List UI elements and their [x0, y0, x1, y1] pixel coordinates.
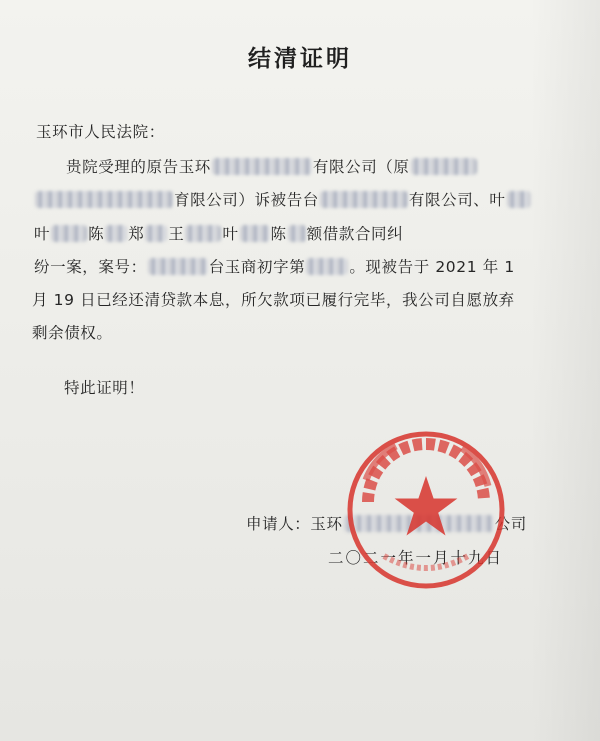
redacted-text — [51, 225, 87, 242]
redacted-text — [148, 258, 208, 275]
redacted-text — [411, 158, 477, 175]
document-title: 结清证明 — [248, 46, 352, 72]
redacted-text — [145, 225, 167, 242]
date-line: 二〇二一年一月十九日 — [328, 549, 504, 567]
body-line-5: 月 19 日已经还清贷款本息，所欠款项已履行完毕，我公司自愿放弃 — [32, 291, 515, 309]
redacted-text — [185, 225, 221, 242]
body-line-3: 叶 陈 郑 王 叶 陈 额借款合同纠 — [34, 225, 404, 243]
redacted-text — [240, 225, 270, 242]
body-line-1: 贵院受理的原告玉环 有限公司（原 — [66, 155, 478, 177]
seal-number-band — [384, 556, 468, 568]
body-line-6: 剩余债权。 — [32, 324, 113, 342]
page-shadow — [530, 0, 600, 741]
applicant-line: 申请人：玉环 公司 — [246, 515, 527, 533]
recipient-line: 玉环市人民法院： — [36, 123, 165, 141]
redacted-text — [507, 191, 531, 208]
closing-line: 特此证明！ — [64, 379, 145, 397]
company-seal — [344, 428, 508, 592]
body-line-4: 纷一案，案号： 台玉商初字第 。现被告于 2021 年 1 — [34, 258, 515, 276]
redacted-text — [306, 258, 348, 275]
redacted-text — [212, 158, 312, 175]
redacted-text — [320, 191, 408, 208]
body-line-2: 育限公司）诉被告台 有限公司、叶 — [34, 188, 532, 210]
redacted-text — [35, 191, 173, 208]
seal-star-icon — [395, 476, 458, 536]
redacted-text — [105, 225, 127, 242]
redacted-text — [288, 225, 306, 242]
seal-graphic — [350, 434, 502, 586]
